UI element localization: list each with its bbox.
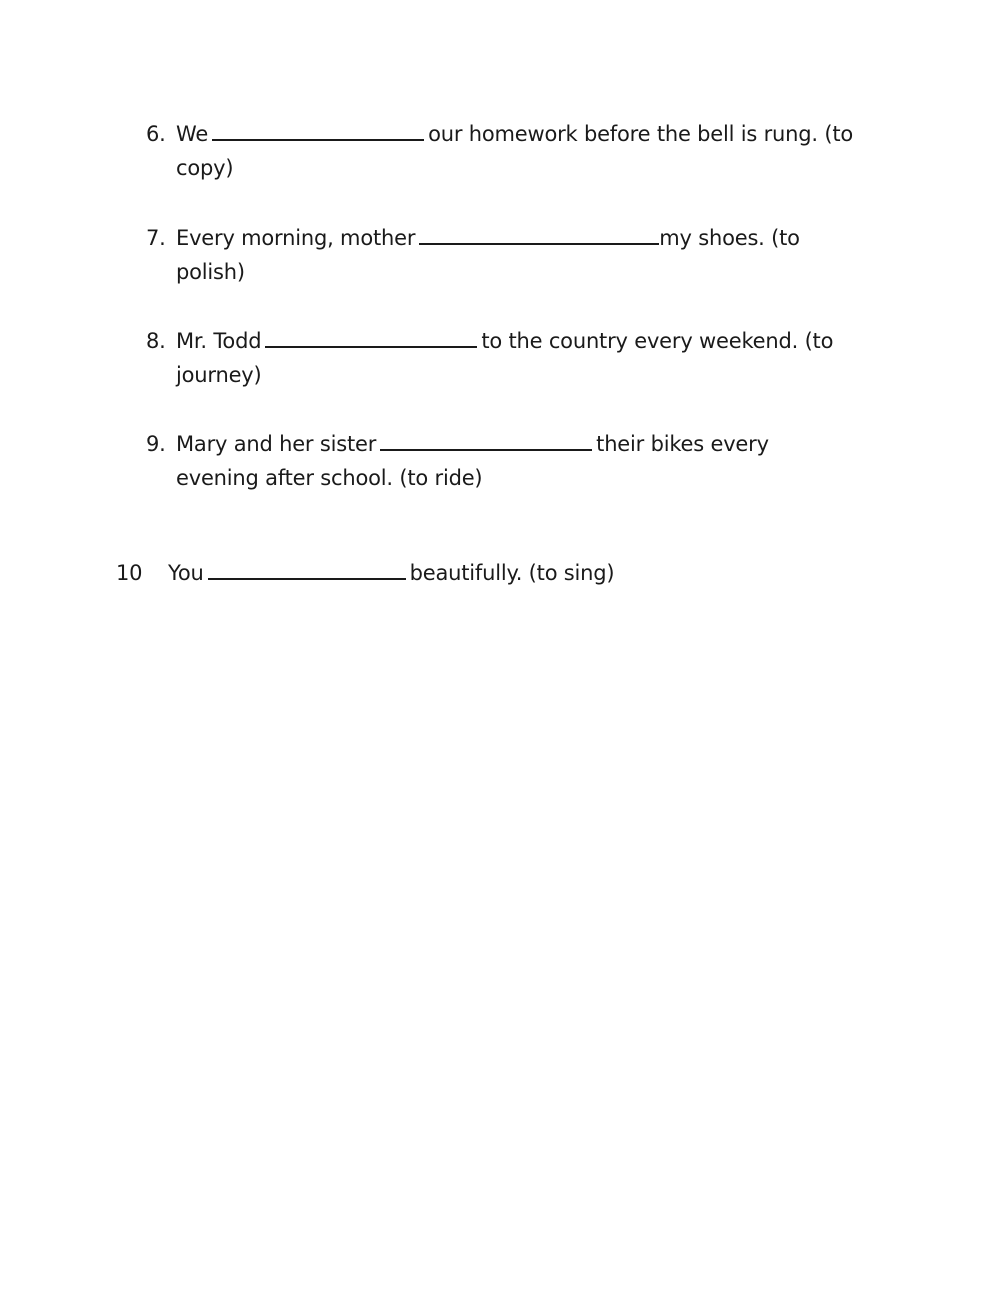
question-7 <box>146 221 906 291</box>
answer-blank[interactable] <box>265 324 477 348</box>
question-text-continued: evening after school. (to ride) <box>176 466 483 490</box>
question-text: Mary and her sister <box>176 432 377 456</box>
question-number: 10 <box>116 561 143 585</box>
question-text: my shoes. (to <box>659 226 800 250</box>
question-text-continued: copy) <box>176 156 234 180</box>
question-text-continued: polish) <box>176 260 245 284</box>
question-10 <box>116 556 876 592</box>
question-text: Every morning, mother <box>176 226 416 250</box>
answer-blank[interactable] <box>380 427 592 451</box>
answer-blank[interactable] <box>208 556 406 580</box>
question-number: 9. <box>146 432 166 456</box>
question-text: Mr. Todd <box>176 329 262 353</box>
question-9 <box>146 427 906 497</box>
question-number: 6. <box>146 122 166 146</box>
question-text-continued: journey) <box>176 363 262 387</box>
answer-blank[interactable] <box>419 221 659 245</box>
question-text: You <box>168 561 204 585</box>
question-number: 7. <box>146 226 166 250</box>
question-text: to the country every weekend. (to <box>481 329 834 353</box>
answer-blank[interactable] <box>212 117 424 141</box>
question-8 <box>146 324 906 394</box>
question-text: our homework before the bell is rung. (to <box>428 122 854 146</box>
question-number: 8. <box>146 329 166 353</box>
question-6 <box>146 117 906 187</box>
question-text: We <box>176 122 209 146</box>
question-text: their bikes every <box>596 432 769 456</box>
question-text: beautifully. (to sing) <box>409 561 615 585</box>
